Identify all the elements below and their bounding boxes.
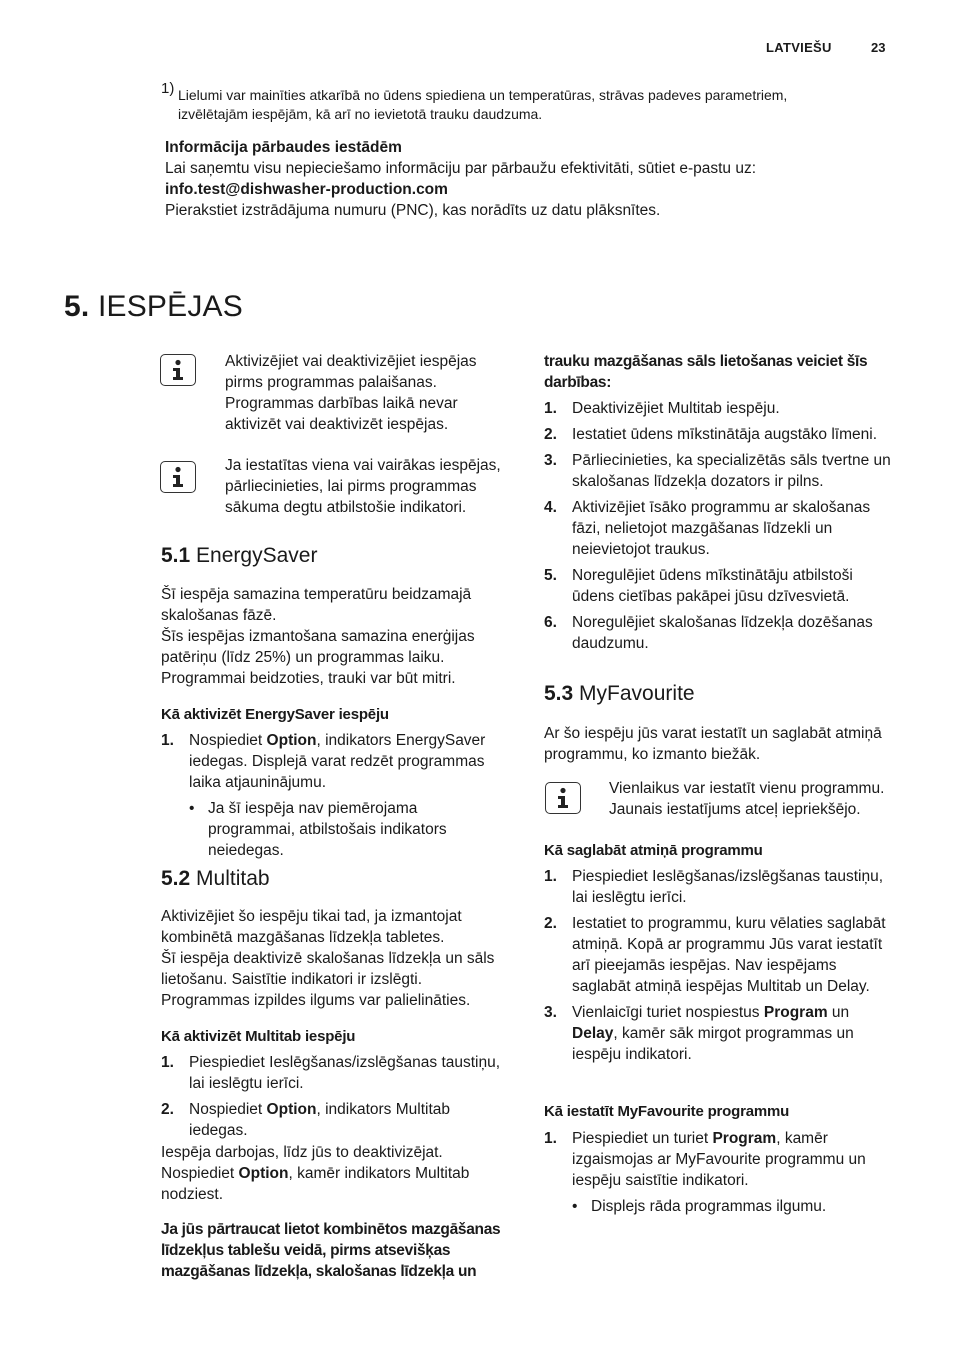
multitab-p1: Aktivizējiet šo iespēju tikai tad, ja izmantojat kombinētā mazgāšanas līdzekļa tabletes. [161, 908, 462, 946]
list-item: 1. Piespiediet Ieslēgšanas/izslēgšanas taustiņu, lai ieslēgtu ierīci. [544, 868, 884, 906]
test-info-title: Informācija pārbaudes iestādēm [165, 139, 402, 156]
energysaver-description [161, 584, 501, 689]
multitab-p2: Šī iespēja deaktivizē skalošanas līdzekļa un sāls lietošanu. Saistītie indikatori ir izslēgti. [161, 950, 495, 988]
myfavourite-save-steps [544, 866, 894, 1070]
list-item: 2. Iestatiet ūdens mīkstinātāja augstāko līmeni. [544, 426, 877, 443]
multitab-transition-warning-cont: trauku mazgāšanas sāls lietošanas veiciet šīs darbības: [544, 353, 868, 391]
chapter-number: 5. [64, 290, 90, 323]
list-item: 1. Deaktivizējiet Multitab iespēju. [544, 400, 780, 417]
list-item: 3. Pārliecinieties, ka specializētās sāls tvertne un skalošanas līdzekļa dozators ir pilns. [544, 452, 891, 490]
multitab-howto-heading: Kā aktivizēt Multitab iespēju [161, 1028, 356, 1045]
info-icon [160, 354, 196, 386]
section-heading-multitab [161, 867, 270, 891]
list-item: 6. Noregulējiet skalošanas līdzekļa dozēšanas daudzumu. [544, 614, 873, 652]
info-icon [545, 782, 581, 814]
delay-button-label: Delay [572, 1025, 614, 1042]
note-indicators: Ja iestatītas viena vai vairākas iespējas, pārliecinieties, lai pirms programmas sākuma degtu atbilstošie indikatori. [225, 457, 501, 516]
section-number: 5.1 [161, 544, 191, 567]
header-language: LATVIEŠU [766, 40, 832, 55]
energysaver-howto-heading: Kā aktivizēt EnergySaver iespēju [161, 706, 389, 723]
option-button-label: Option [238, 1165, 289, 1182]
energysaver-bullets [189, 798, 506, 861]
list-item: 1. Piespiediet un turiet Program, kamēr izgaismojas ar MyFavourite programmu un iespēju saistītie indikatori. • Displejs rāda programmas ilgumu. [544, 1128, 894, 1217]
program-button-label: Program [763, 1004, 828, 1021]
list-item: 1. Nospiediet Option, indikators EnergySaver iedegas. Displejā varat redzēt programmas laika atjauninājumu. • Ja šī iespēja nav piemērojama programmai, atbilstošais indikators neiedegas. [161, 730, 506, 861]
list-item: 4. Aktivizējiet īsāko programmu ar skalošanas fāzi, nelietojot mazgāšanas līdzekli un neievietojot traukus. [544, 499, 871, 558]
section-number: 5.2 [161, 867, 191, 890]
myfavourite-save-heading: Kā saglabāt atmiņā programmu [544, 842, 763, 859]
chapter-title [64, 290, 243, 324]
myfavourite-bullets [572, 1196, 894, 1217]
info-icon [160, 461, 196, 493]
footnote-marker: 1) [161, 80, 175, 97]
note-single-program: Vienlaikus var iestatīt vienu programmu. Jaunais iestatījums atceļ iepriekšējo. [609, 780, 885, 818]
multitab-steps [161, 1052, 506, 1141]
multitab-description [161, 906, 511, 1011]
section-number: 5.3 [544, 682, 574, 705]
multitab-deactivate-para: Iespēja darbojas, līdz jūs to deaktivizējat. Nospiediet Option, kamēr indikators Multitab nodziest. [161, 1144, 470, 1203]
myfavourite-set-steps [544, 1128, 894, 1222]
myfavourite-set-heading: Kā iestatīt MyFavourite programmu [544, 1103, 790, 1120]
section-title: EnergySaver [196, 544, 318, 567]
multitab-p3: Programmas izpildes ilgums var palielināties. [161, 992, 471, 1009]
section-heading-energysaver [161, 544, 317, 568]
footnote-text [178, 86, 858, 124]
page-number: 23 [871, 40, 886, 55]
note-activation-timing: Aktivizējiet vai deaktivizējiet iespējas pirms programmas palaišanas. Programmas darbības laikā nevar aktivizēt vai deaktivizēt iespējas. [225, 353, 477, 433]
list-item: 5. Noregulējiet ūdens mīkstinātāju atbilstoši ūdens cietības pakāpei jūsu dzīvesvietā. [544, 567, 853, 605]
step-number: 1. [161, 732, 174, 749]
section-title: MyFavourite [579, 682, 695, 705]
energysaver-p1: Šī iespēja samazina temperatūru beidzamajā skalošanas fāzē. [161, 586, 472, 624]
energysaver-p2: Šīs iespējas izmantošana samazina enerģijas patēriņu (līdz 25%) un programmas laiku. [161, 628, 475, 666]
list-item: • Ja šī iespēja nav piemērojama programmai, atbilstošais indikators neiedegas. [189, 800, 447, 859]
program-button-label: Program [712, 1130, 777, 1147]
list-item: 1. Piespiediet Ieslēgšanas/izslēgšanas taustiņu, lai ieslēgtu ierīci. [161, 1054, 501, 1092]
list-item: 3. Vienlaicīgi turiet nospiestus Program un Delay, kamēr sāk mirgot programmas un iespēju indikatori. [544, 1004, 854, 1063]
test-info-email[interactable]: info.test@dishwasher-production.com [165, 181, 448, 198]
energysaver-p3: Programmai beidzoties, trauki var būt mitri. [161, 670, 456, 687]
option-button-label: Option [266, 732, 317, 749]
section-title: Multitab [196, 867, 270, 890]
list-item: 2. Nospiediet Option, indikators Multitab iedegas. [161, 1101, 451, 1139]
section-heading-myfavourite [544, 682, 695, 706]
option-button-label: Option [266, 1101, 317, 1118]
chapter-title-text: IESPĒJAS [97, 290, 243, 323]
footnote-line-1: Lielumi var mainīties atkarībā no ūdens spiediena un temperatūras, strāvas padeves parametriem, [178, 87, 788, 103]
multitab-transition-steps [544, 398, 894, 659]
list-item: • Displejs rāda programmas ilgumu. [572, 1198, 827, 1215]
energysaver-steps [161, 730, 506, 866]
test-info-block [165, 137, 865, 221]
test-info-line-1: Lai saņemtu visu nepieciešamo informāciju par pārbaužu efektivitāti, sūtiet e-pastu uz: [165, 160, 757, 177]
test-info-line-2: Pierakstiet izstrādājuma numuru (PNC), kas norādīts uz datu plāksnītes. [165, 202, 661, 219]
list-item: 2. Iestatiet to programmu, kuru vēlaties saglabāt atmiņā. Kopā ar programmu Jūs varat iestatīt arī pieejamās iespējas. Nav iespējams saglabāt atmiņā iespējas Multitab un Delay. [544, 915, 886, 995]
myfavourite-description: Ar šo iespēju jūs varat iestatīt un saglabāt atmiņā programmu, ko izmanto biežāk. [544, 725, 882, 763]
multitab-transition-warning: Ja jūs pārtraucat lietot kombinētos mazgāšanas līdzekļus tablešu veidā, pirms atsevišķas mazgāšanas līdzekļa, skalošanas līdzekļa un [161, 1221, 501, 1280]
footnote-line-2: izvēlētajām iespējām, kā arī no ievietotā trauku daudzuma. [178, 106, 543, 122]
